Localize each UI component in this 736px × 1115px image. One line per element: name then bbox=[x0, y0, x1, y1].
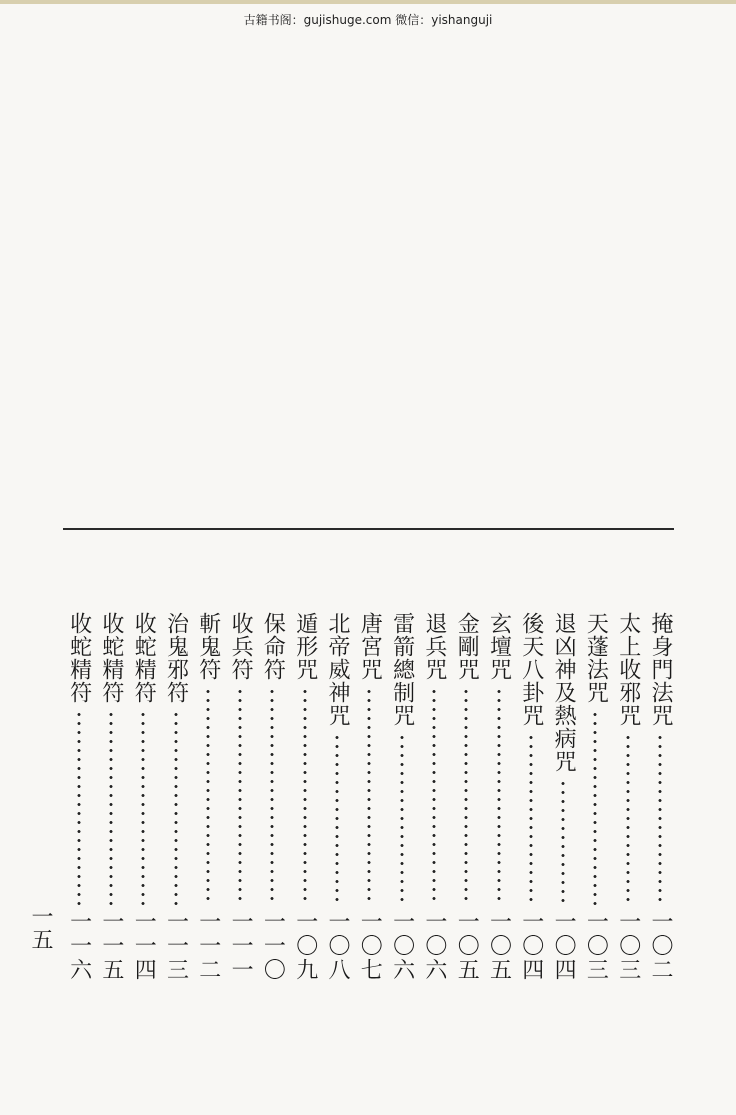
dot-leader bbox=[109, 710, 113, 906]
folio-page-number: 一五 bbox=[28, 905, 53, 951]
toc-entry-title: 收兵符 bbox=[228, 612, 254, 681]
toc-entry bbox=[163, 612, 189, 982]
toc-entry-page-number: 一一三 bbox=[163, 910, 189, 982]
toc-entry-page-number: 一〇九 bbox=[292, 910, 318, 982]
toc-entry-page-number: 一一〇 bbox=[260, 910, 286, 982]
dot-leader bbox=[238, 687, 242, 906]
dot-leader bbox=[206, 687, 210, 906]
toc-entry-page-number: 一一四 bbox=[131, 910, 157, 982]
toc-entry-title: 收蛇精符 bbox=[98, 612, 124, 704]
toc-entry bbox=[356, 612, 382, 982]
site-watermark-header: 古籍书阁：gujishuge.com 微信：yishanguji bbox=[243, 13, 493, 27]
toc-entry bbox=[292, 612, 318, 982]
toc-entry-title: 太上收邪咒 bbox=[615, 612, 641, 727]
toc-entry-title: 玄壇咒 bbox=[486, 612, 512, 681]
toc-entry-title: 天蓬法咒 bbox=[583, 612, 609, 704]
toc-entry bbox=[582, 612, 608, 982]
toc-entry bbox=[453, 612, 479, 982]
toc-entry-page-number: 一一五 bbox=[98, 910, 124, 982]
toc-entry-page-number: 一一六 bbox=[66, 910, 92, 982]
toc-entry-page-number: 一〇四 bbox=[518, 910, 544, 982]
toc-entry-title: 退兵咒 bbox=[421, 612, 447, 681]
toc-entry-title: 治鬼邪符 bbox=[163, 612, 189, 704]
toc-entry bbox=[259, 612, 285, 982]
dot-leader bbox=[561, 779, 565, 906]
toc-entry-title: 北帝威神咒 bbox=[325, 612, 350, 727]
toc-entry bbox=[486, 612, 512, 982]
toc-entry-page-number: 一〇六 bbox=[389, 910, 415, 982]
toc-entry bbox=[550, 612, 576, 982]
toc-entry-page-number: 一〇二 bbox=[648, 910, 673, 982]
dot-leader bbox=[335, 733, 339, 906]
dot-leader bbox=[367, 687, 371, 906]
toc-entry bbox=[518, 612, 544, 982]
dot-leader bbox=[141, 710, 145, 906]
toc-entry-title: 唐宮咒 bbox=[357, 612, 383, 681]
table-of-contents bbox=[0, 612, 736, 1012]
dot-leader bbox=[174, 710, 178, 906]
toc-entry-page-number: 一〇八 bbox=[325, 910, 350, 982]
toc-entry bbox=[615, 612, 641, 982]
toc-entry-title: 金剛咒 bbox=[454, 612, 480, 681]
toc-entry-page-number: 一〇四 bbox=[551, 910, 577, 982]
dot-leader bbox=[626, 733, 630, 906]
toc-entry-page-number: 一一一 bbox=[228, 910, 254, 982]
toc-entry bbox=[98, 612, 124, 982]
toc-entry-title: 保命符 bbox=[260, 612, 286, 681]
section-divider bbox=[63, 528, 674, 530]
toc-entry-page-number: 一〇五 bbox=[486, 910, 512, 982]
toc-entry-page-number: 一〇五 bbox=[454, 910, 480, 982]
toc-entry-title: 收蛇精符 bbox=[66, 612, 92, 704]
toc-entry bbox=[195, 612, 221, 982]
toc-entry-page-number: 一〇六 bbox=[421, 910, 447, 982]
toc-entry bbox=[130, 612, 156, 982]
dot-leader bbox=[658, 733, 662, 906]
toc-entry bbox=[389, 612, 415, 982]
dot-leader bbox=[77, 710, 81, 906]
dot-leader bbox=[432, 687, 436, 906]
top-strip bbox=[0, 0, 736, 4]
toc-entry-title: 雷箭總制咒 bbox=[389, 612, 415, 727]
toc-entry bbox=[421, 612, 447, 982]
toc-entry bbox=[324, 612, 350, 982]
toc-entry-page-number: 一〇七 bbox=[357, 910, 383, 982]
dot-leader bbox=[464, 687, 468, 906]
toc-entry-page-number: 一〇三 bbox=[583, 910, 609, 982]
dot-leader bbox=[497, 687, 501, 906]
toc-entry-title: 退凶神及熱病咒 bbox=[551, 612, 577, 773]
toc-entry-title: 收蛇精符 bbox=[131, 612, 157, 704]
dot-leader bbox=[400, 733, 404, 906]
dot-leader bbox=[270, 687, 274, 906]
toc-entry-title: 斬鬼符 bbox=[195, 612, 221, 681]
toc-entry bbox=[227, 612, 253, 982]
toc-entry bbox=[647, 612, 673, 982]
toc-entry-page-number: 一一二 bbox=[195, 910, 221, 982]
toc-entry bbox=[66, 612, 92, 982]
dot-leader bbox=[529, 733, 533, 906]
toc-entry-title: 後天八卦咒 bbox=[518, 612, 544, 727]
toc-entry-page-number: 一〇三 bbox=[615, 910, 641, 982]
toc-entry-title: 掩身門法咒 bbox=[648, 612, 673, 727]
toc-entry-title: 遁形咒 bbox=[292, 612, 318, 681]
dot-leader bbox=[303, 687, 307, 906]
dot-leader bbox=[593, 710, 597, 906]
